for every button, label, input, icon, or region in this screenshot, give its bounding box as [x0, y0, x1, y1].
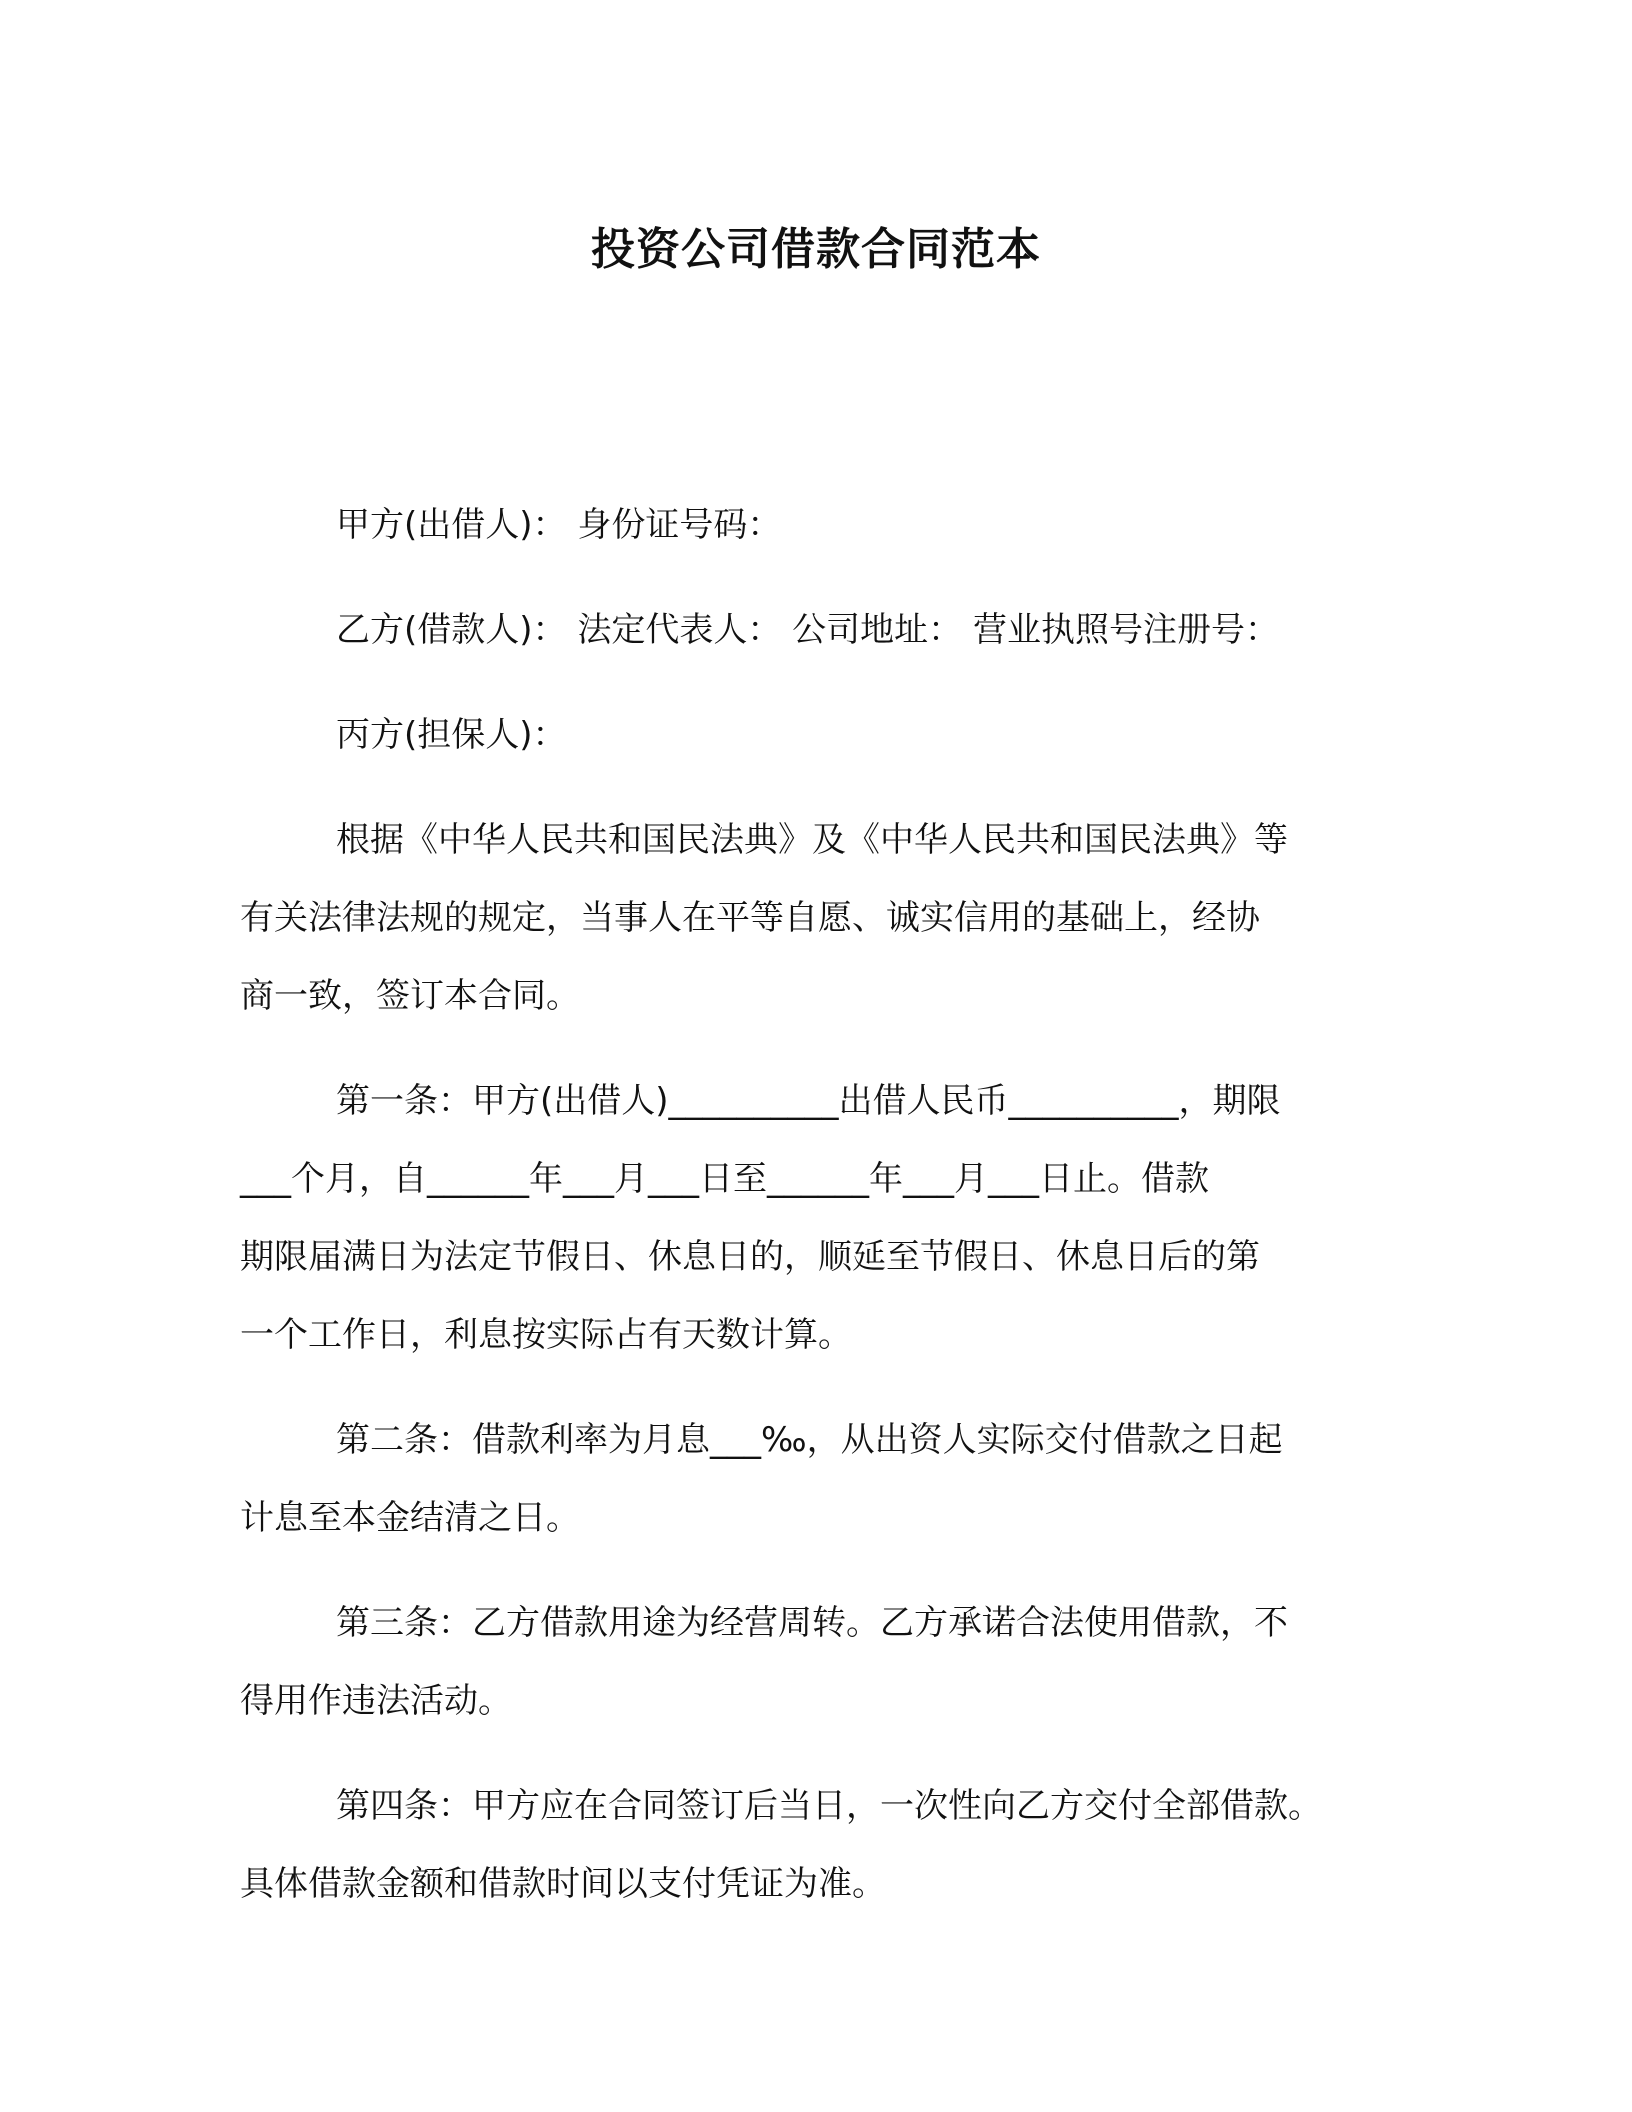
party-a-line: 甲方(出借人)： 身份证号码：	[336, 505, 782, 545]
article-2-paragraph	[240, 1401, 1400, 1557]
article-line: 一个工作日，利息按实际占有天数计算。	[240, 1315, 852, 1355]
preamble-line: 有关法律法规的规定，当事人在平等自愿、诚实信用的基础上，经协	[240, 898, 1260, 938]
document-title: 投资公司借款合同范本	[591, 224, 1041, 275]
article-line: 计息至本金结清之日。	[240, 1498, 580, 1538]
article-line: 第二条：借款利率为月息___‰，从出资人实际交付借款之日起	[336, 1420, 1283, 1460]
preamble-line: 商一致，签订本合同。	[240, 976, 580, 1016]
article-line: 具体借款金额和借款时间以支付凭证为准。	[240, 1864, 886, 1904]
article-line: ___个月，自______年___月___日至______年___月___日止。借款	[240, 1159, 1209, 1199]
preamble-paragraph	[240, 801, 1400, 1035]
party-b-line: 乙方(借款人)： 法定代表人： 公司地址： 营业执照号注册号：	[336, 610, 1279, 650]
article-3-paragraph	[240, 1584, 1400, 1740]
article-line: 得用作违法活动。	[240, 1681, 512, 1721]
article-line: 第三条：乙方借款用途为经营周转。乙方承诺合法使用借款，不	[336, 1603, 1288, 1643]
article-line: 第一条：甲方(出借人)__________出借人民币__________，期限	[336, 1081, 1281, 1121]
article-line: 期限届满日为法定节假日、休息日的，顺延至节假日、休息日后的第	[240, 1237, 1260, 1277]
document-body	[240, 486, 1400, 1923]
article-4-paragraph	[240, 1767, 1400, 1923]
party-c-line: 丙方(担保人)：	[336, 715, 567, 755]
article-1-paragraph	[240, 1062, 1400, 1374]
preamble-line: 根据《中华人民共和国民法典》及《中华人民共和国民法典》等	[336, 820, 1288, 860]
article-line: 第四条：甲方应在合同签订后当日，一次性向乙方交付全部借款。	[336, 1786, 1322, 1826]
